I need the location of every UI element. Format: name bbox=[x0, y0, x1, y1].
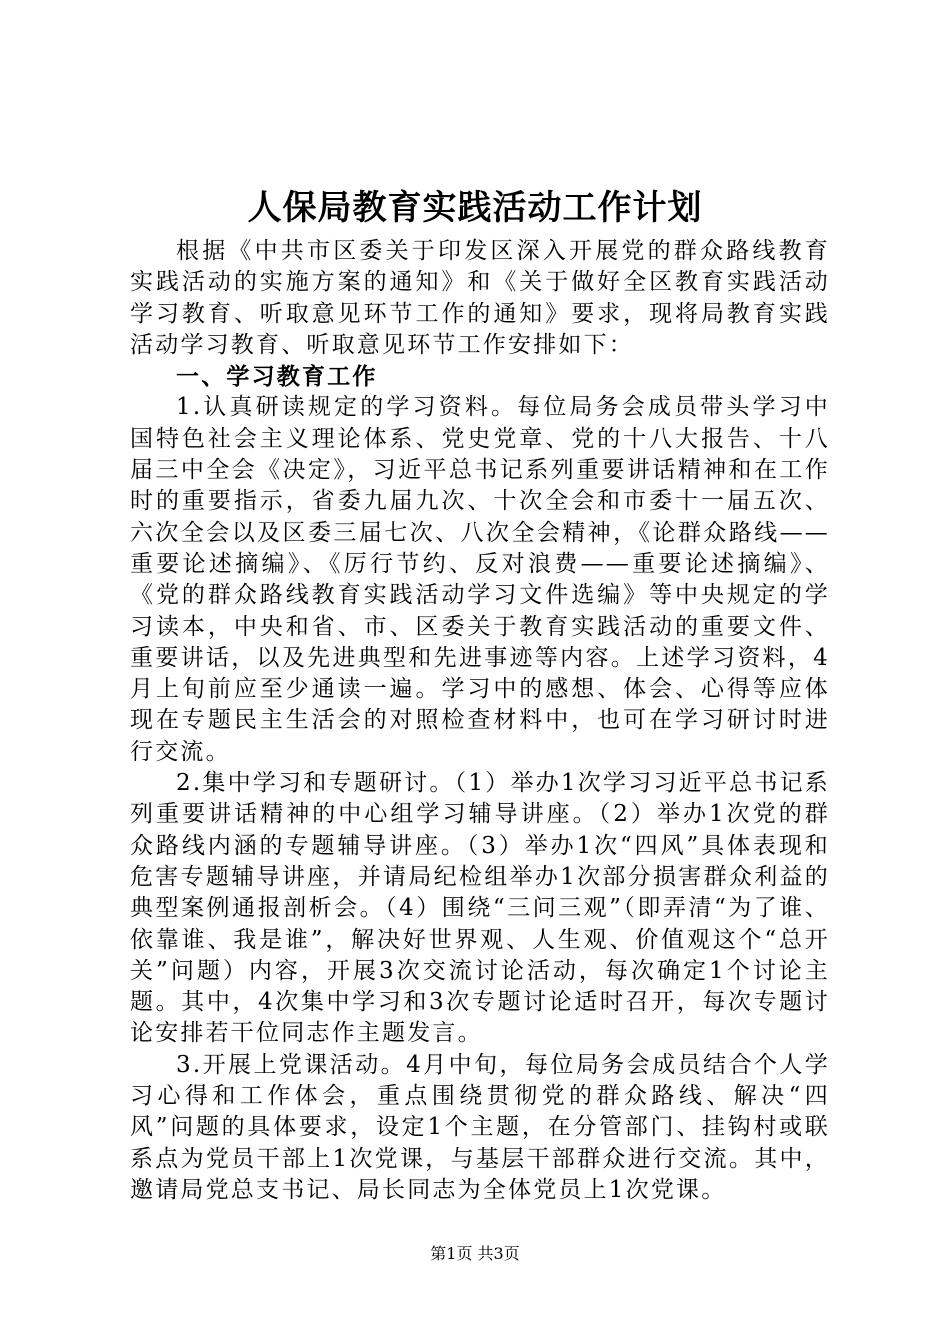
document-title: 人保局教育实践活动工作计划 bbox=[247, 188, 703, 228]
item-2-paragraph: 2.集中学习和专题研讨。（1）举办1次学习习近平总书记系列重要讲话精神的中心组学习辅导讲座。（2）举办1次党的群众路线内涵的专题辅导讲座。（3）举办1次“四风”具体表现和危害专题辅导讲座，并请局纪检组举办1次部分损害群众利益的典型案例通报剖析会。（4）围绕“三问三观”（即弄清“为了谁、依靠谁、我是谁”，解决好世界观、人生观、价值观这个“总开关”问题）内容，开展3次交流讨论活动，每次确定1个讨论主题。其中，4次集中学习和3次专题讨论适时召开，每次专题讨论安排若干位同志作主题发言。 bbox=[130, 770, 830, 1047]
intro-paragraph: 根据《中共市区委关于印发区深入开展党的群众路线教育实践活动的实施方案的通知》和《关于做好全区教育实践活动学习教育、听取意见环节工作的通知》要求，现将局教育实践活动学习教育、听取意见环节工作安排如下： bbox=[130, 238, 830, 358]
item-1-paragraph: 1.认真研读规定的学习资料。每位局务会成员带头学习中国特色社会主义理论体系、党史党章、党的十八大报告、十八届三中全会《决定》，习近平总书记系列重要讲话精神和在工作时的重要指示，省委九届九次、十次全会和市委十一届五次、六次全会以及区委三届七次、八次全会精神，《论群众路线——重要论述摘编》、《厉行节约、反对浪费——重要论述摘编》、《党的群众路线教育实践活动学习文件选编》等中央规定的学习读本，中央和省、市、区委关于教育实践活动的重要文件、重要讲话，以及先进典型和先进事迹等内容。上述学习资料，4月上旬前应至少通读一遍。学习中的感想、体会、心得等应体现在专题民主生活会的对照检查材料中，也可在学习研讨时进行交流。 bbox=[130, 394, 830, 765]
document-body bbox=[130, 236, 830, 1206]
item-3-paragraph: 3.开展上党课活动。4月中旬，每位局务会成员结合个人学习心得和工作体会，重点围绕贯彻党的群众路线、解决“四风”问题的具体要求，设定1个主题，在分管部门、挂钩村或联系点为党员干部上1次党课，与基层干部群众进行交流。其中，邀请局党总支书记、局长同志为全体党员上1次党课。 bbox=[130, 1051, 830, 1203]
page-footer: 第1页 共3页 bbox=[430, 1244, 520, 1263]
section-heading: 一、学习教育工作 bbox=[176, 363, 378, 391]
